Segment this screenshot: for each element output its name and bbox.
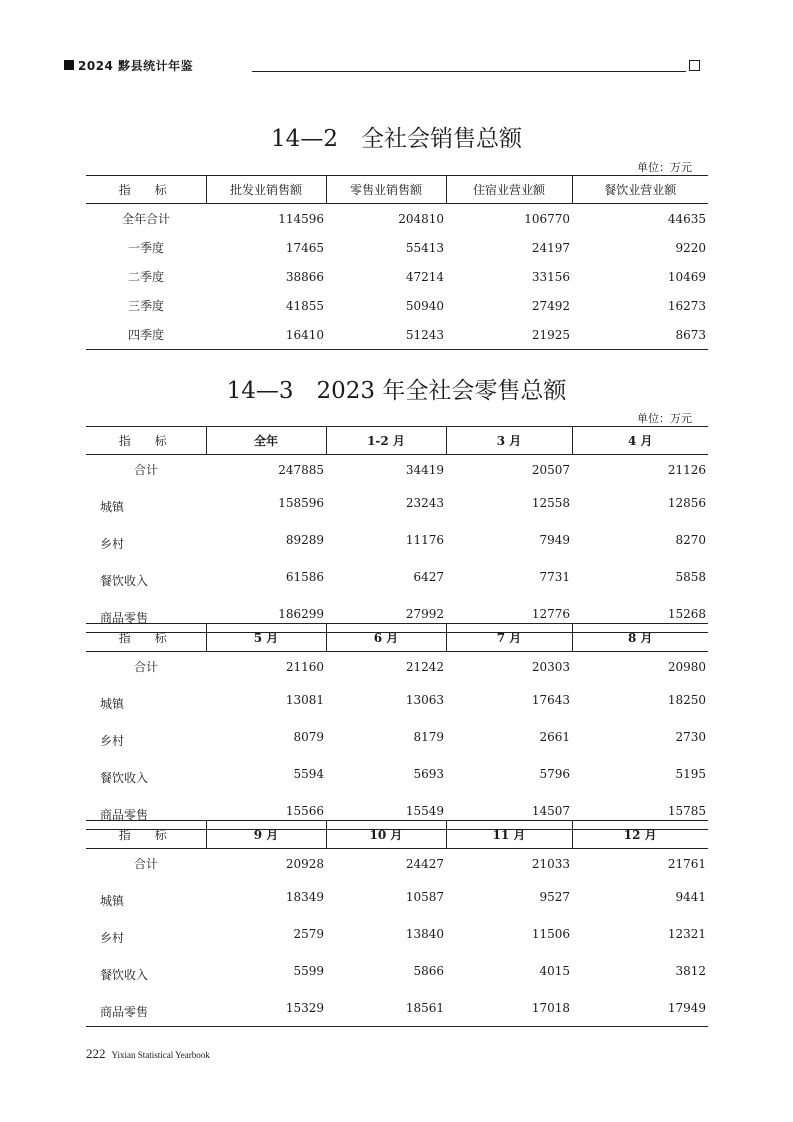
page-footer	[86, 1045, 210, 1063]
column-header: 5 月	[206, 624, 326, 652]
table-cell-value: 9441	[675, 889, 706, 904]
table-row	[86, 455, 708, 485]
row-label: 一季度	[127, 241, 164, 255]
table-cell-value: 186299	[206, 595, 326, 633]
column-header: 住宿业营业额	[446, 176, 572, 204]
table-cell-value: 15268	[572, 595, 708, 633]
table-cell-value: 7731	[539, 569, 570, 584]
table-cell-value: 38866	[285, 269, 324, 284]
table-cell-value: 3812	[675, 963, 706, 978]
table-cell-value: 12558	[531, 495, 570, 510]
table-cell-value: 21126	[667, 462, 706, 477]
table-cell-value: 11176	[405, 532, 444, 547]
table-cell-value: 14507	[446, 792, 572, 830]
table-cell-value: 21925	[446, 320, 572, 350]
row-label: 合计	[134, 463, 159, 477]
table-row	[86, 989, 708, 1027]
table-cell-value: 44635	[667, 211, 706, 226]
table-cell-value: 21242	[405, 659, 444, 674]
table-cell-value: 11506	[531, 926, 570, 941]
table-cell-value: 15785	[572, 792, 708, 830]
table-cell-value: 89289	[285, 532, 324, 547]
column-header: 全年	[206, 427, 326, 455]
table-cell-value: 2579	[293, 926, 324, 941]
row-label: 二季度	[127, 270, 164, 284]
table-cell-value: 12321	[667, 926, 706, 941]
section1-title: 14—2 全社会销售总额	[271, 126, 522, 152]
column-header: 9 月	[206, 821, 326, 849]
row-label: 乡村	[100, 537, 125, 551]
table-cell-value: 24197	[531, 240, 570, 255]
table-cell-value: 5796	[539, 766, 570, 781]
table-cell-value: 7949	[539, 532, 570, 547]
table-cell-value: 4015	[539, 963, 570, 978]
header-box-mark	[689, 60, 700, 71]
table-cell-value: 27492	[531, 298, 570, 313]
table-cell-value: 12856	[667, 495, 706, 510]
table-row	[86, 291, 708, 320]
column-header: 10 月	[326, 821, 446, 849]
row-label: 餐饮收入	[100, 968, 149, 982]
table-cell-value: 15566	[206, 792, 326, 830]
table-row	[86, 755, 708, 792]
table-cell-value: 5599	[293, 963, 324, 978]
table-cell-value: 12776	[446, 595, 572, 633]
table-cell-value: 20507	[531, 462, 570, 477]
table-cell-value: 20928	[285, 856, 324, 871]
table-row	[86, 849, 708, 879]
column-header: 批发业销售额	[206, 176, 326, 204]
row-label: 商品零售	[86, 595, 206, 633]
table-cell-value: 55413	[405, 240, 444, 255]
row-label: 城镇	[100, 697, 125, 711]
column-header: 7 月	[446, 624, 572, 652]
table-cell-value: 10469	[667, 269, 706, 284]
row-label: 合计	[134, 857, 159, 871]
table-header-row	[86, 427, 708, 455]
section1-unit: 单位：万元	[637, 161, 692, 174]
sales-table	[86, 175, 708, 350]
table-row	[86, 484, 708, 521]
table-row	[86, 718, 708, 755]
row-label: 商品零售	[86, 989, 206, 1027]
table-cell-value: 5866	[413, 963, 444, 978]
row-label: 城镇	[100, 500, 125, 514]
table-row	[86, 204, 708, 234]
table-cell-value: 247885	[278, 462, 324, 477]
table-cell-value: 41855	[285, 298, 324, 313]
row-label: 全年合计	[121, 212, 170, 226]
table-cell-value: 18561	[326, 989, 446, 1027]
table-cell-value: 17018	[446, 989, 572, 1027]
table-row	[86, 521, 708, 558]
table-cell-value: 16410	[206, 320, 326, 350]
row-label: 商品零售	[86, 792, 206, 830]
header-square-mark	[64, 60, 74, 70]
table-header-row	[86, 176, 708, 204]
section2-title: 14—3 2023 年全社会零售总额	[226, 378, 567, 404]
header-rule	[252, 71, 686, 72]
column-header: 零售业销售额	[326, 176, 446, 204]
table-cell-value: 15549	[326, 792, 446, 830]
table-cell-value: 23243	[405, 495, 444, 510]
column-header-indicator: 指 标	[86, 821, 206, 849]
table-cell-value: 8079	[293, 729, 324, 744]
row-label: 城镇	[100, 894, 125, 908]
retail-table-jan-apr	[86, 426, 708, 633]
column-header: 12 月	[572, 821, 708, 849]
table-row	[86, 652, 708, 682]
table-cell-value: 34419	[405, 462, 444, 477]
table-cell-value: 61586	[285, 569, 324, 584]
table-cell-value: 17643	[531, 692, 570, 707]
table-cell-value: 8179	[413, 729, 444, 744]
table-cell-value: 8673	[572, 320, 708, 350]
table-cell-value: 9220	[675, 240, 706, 255]
table-cell-value: 27992	[326, 595, 446, 633]
table-cell-value: 20303	[531, 659, 570, 674]
table-cell-value: 13840	[405, 926, 444, 941]
column-header: 11 月	[446, 821, 572, 849]
table-cell-value: 5195	[675, 766, 706, 781]
table-cell-value: 21761	[667, 856, 706, 871]
table-cell-value: 50940	[405, 298, 444, 313]
running-header	[64, 58, 700, 74]
table-cell-value: 13063	[405, 692, 444, 707]
table-cell-value: 2730	[675, 729, 706, 744]
column-header: 4 月	[572, 427, 708, 455]
table-cell-value: 47214	[405, 269, 444, 284]
column-header: 8 月	[572, 624, 708, 652]
row-label: 餐饮收入	[100, 771, 149, 785]
table-header-row	[86, 624, 708, 652]
section2-unit: 单位：万元	[637, 412, 692, 425]
table-row	[86, 558, 708, 595]
column-header-indicator: 指 标	[86, 176, 206, 204]
column-header-indicator: 指 标	[86, 427, 206, 455]
table-cell-value: 9527	[539, 889, 570, 904]
column-header-indicator: 指 标	[86, 624, 206, 652]
row-label: 乡村	[100, 734, 125, 748]
table-cell-value: 2661	[539, 729, 570, 744]
header-title: 2024 黟县统计年鉴	[78, 59, 194, 73]
row-label: 餐饮收入	[100, 574, 149, 588]
table-row	[86, 233, 708, 262]
row-label: 乡村	[100, 931, 125, 945]
footer-text: Yixian Statistical Yearbook	[111, 1050, 210, 1060]
table-cell-value: 21033	[531, 856, 570, 871]
table-row	[86, 681, 708, 718]
table-cell-value: 33156	[531, 269, 570, 284]
page-number: 222	[86, 1046, 106, 1061]
row-label: 四季度	[86, 320, 206, 350]
column-header: 1-2 月	[326, 427, 446, 455]
retail-table-may-aug	[86, 623, 708, 830]
table-cell-value: 10587	[405, 889, 444, 904]
table-cell-value: 8270	[675, 532, 706, 547]
table-cell-value: 17465	[285, 240, 324, 255]
table-cell-value: 18250	[667, 692, 706, 707]
table-cell-value: 18349	[285, 889, 324, 904]
table-row	[86, 952, 708, 989]
table-cell-value: 15329	[206, 989, 326, 1027]
table-cell-value: 13081	[285, 692, 324, 707]
table-cell-value: 158596	[278, 495, 324, 510]
table-cell-value: 6427	[413, 569, 444, 584]
table-cell-value: 16273	[667, 298, 706, 313]
column-header: 6 月	[326, 624, 446, 652]
table-row	[86, 320, 708, 350]
table-cell-value: 20980	[667, 659, 706, 674]
table-cell-value: 114596	[278, 211, 324, 226]
table-cell-value: 17949	[572, 989, 708, 1027]
table-cell-value: 106770	[524, 211, 570, 226]
row-label: 合计	[134, 660, 159, 674]
table-cell-value: 5594	[293, 766, 324, 781]
table-row	[86, 915, 708, 952]
table-cell-value: 5858	[675, 569, 706, 584]
table-cell-value: 21160	[285, 659, 324, 674]
table-row	[86, 262, 708, 291]
column-header: 餐饮业营业额	[572, 176, 708, 204]
table-cell-value: 204810	[398, 211, 444, 226]
row-label: 三季度	[127, 299, 164, 313]
table-cell-value: 5693	[413, 766, 444, 781]
table-row	[86, 878, 708, 915]
table-header-row	[86, 821, 708, 849]
table-cell-value: 24427	[405, 856, 444, 871]
table-cell-value: 51243	[326, 320, 446, 350]
retail-table-sep-dec	[86, 820, 708, 1027]
column-header: 3 月	[446, 427, 572, 455]
